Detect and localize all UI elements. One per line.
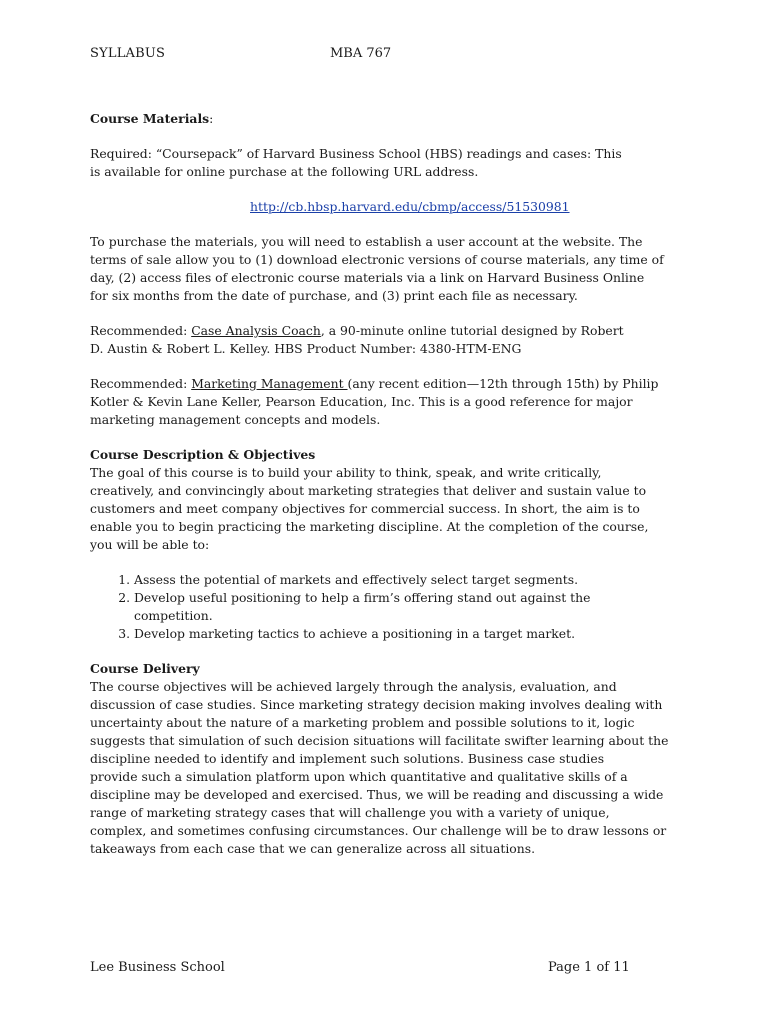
description-line-3: customers and meet company objectives for commercial success. In short, the aim is to [90, 501, 640, 516]
objective-item: 2. Develop useful positioning to help a firm’s offering stand out against the competition. [134, 589, 670, 625]
delivery-line: complex, and sometimes confusing circumstances. Our challenge will be to draw lessons or [90, 823, 667, 838]
delivery-line: uncertainty about the nature of a marketing problem and possible solutions to it, logic [90, 715, 635, 730]
delivery-line: provide such a simulation platform upon which quantitative and qualitative skills of a [90, 769, 628, 784]
course-materials-colon: : [209, 111, 214, 126]
purchase-line-2: terms of sale allow you to (1) download electronic versions of course materials, any time of [90, 252, 664, 267]
objectives-list [90, 571, 670, 643]
required-line-2: is available for online purchase at the following URL address. [90, 164, 479, 179]
delivery-line: The course objectives will be achieved largely through the analysis, evaluation, and [90, 679, 617, 694]
purchase-paragraph [90, 233, 670, 305]
course-materials-title: Course Materials [90, 111, 210, 126]
course-description-paragraph [90, 464, 670, 554]
rec2-line-2: Kotler & Kevin Lane Keller, Pearson Education, Inc. This is a good reference for major [90, 394, 633, 409]
coursepack-url-link[interactable]: http://cb.hbsp.harvard.edu/cbmp/access/51530981 [250, 199, 570, 214]
course-delivery-paragraph [90, 678, 670, 858]
course-materials-heading [90, 110, 670, 128]
rec2-line-3: marketing management concepts and models. [90, 412, 381, 427]
course-delivery-heading: Course Delivery [90, 661, 200, 676]
coursepack-url-line [90, 198, 670, 216]
purchase-line-1: To purchase the materials, you will need to establish a user account at the website. The [90, 234, 643, 249]
rec1-rest: , a 90-minute online tutorial designed by Robert [320, 323, 624, 338]
objective-item: 3. Develop marketing tactics to achieve a positioning in a target market. [134, 625, 670, 643]
description-line-4: enable you to begin practicing the marketing discipline. At the completion of the course, [90, 519, 649, 534]
required-paragraph [90, 145, 670, 181]
rec1-prefix: Recommended: [90, 323, 192, 338]
footer-page-number: Page 1 of 11 [548, 960, 630, 975]
delivery-line: discipline may be developed and exercised. Thus, we will be reading and discussing a wide [90, 787, 664, 802]
description-line-1: The goal of this course is to build your ability to think, speak, and write critically, [90, 465, 602, 480]
description-line-2: creatively, and convincingly about marketing strategies that deliver and sustain value to [90, 483, 647, 498]
header-syllabus-label: SYLLABUS [90, 46, 166, 61]
rec2-title: Marketing Management [191, 376, 348, 391]
purchase-line-3: day, (2) access files of electronic course materials via a link on Harvard Business Online [90, 270, 645, 285]
rec2-prefix: Recommended: [90, 376, 192, 391]
rec1-title: Case Analysis Coach [191, 323, 321, 338]
recommended-case-coach-paragraph [90, 322, 670, 358]
course-description-heading: Course Description & Objectives [90, 447, 316, 462]
footer-school-name: Lee Business School [90, 960, 225, 975]
description-line-5: you will be able to: [90, 537, 210, 552]
rec1-line-2: D. Austin & Robert L. Kelley. HBS Product Number: 4380-HTM-ENG [90, 341, 522, 356]
document-body [90, 110, 670, 858]
delivery-line: discipline needed to identify and implement such solutions. Business case studies [90, 751, 605, 766]
delivery-line: range of marketing strategy cases that will challenge you with a variety of unique, [90, 805, 610, 820]
purchase-line-4: for six months from the date of purchase, and (3) print each file as necessary. [90, 288, 578, 303]
delivery-line: suggests that simulation of such decision situations will facilitate swifter learning about the [90, 733, 669, 748]
objective-item: 1. Assess the potential of markets and effectively select target segments. [134, 571, 670, 589]
recommended-marketing-management-paragraph [90, 375, 670, 429]
required-line-1: Required: “Coursepack” of Harvard Business School (HBS) readings and cases: This [90, 146, 622, 161]
rec2-rest: (any recent edition—12th through 15th) by Philip [347, 376, 659, 391]
delivery-line: takeaways from each case that we can generalize across all situations. [90, 841, 536, 856]
header-course-code: MBA 767 [330, 46, 392, 61]
delivery-line: discussion of case studies. Since marketing strategy decision making involves dealing with [90, 697, 663, 712]
